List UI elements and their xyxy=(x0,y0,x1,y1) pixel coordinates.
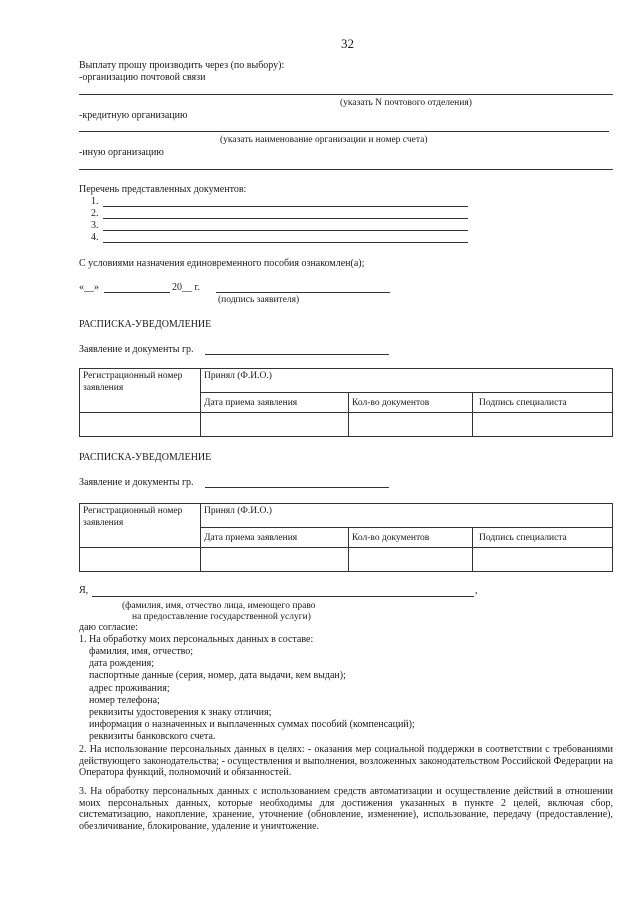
date-header: Дата приема заявления xyxy=(201,393,349,413)
doc-item-number: 4. xyxy=(91,232,99,243)
list-item: номер телефона; xyxy=(89,694,160,706)
consent-i: Я, xyxy=(79,585,89,596)
receipt-statement: Заявление и документы гр. xyxy=(79,344,194,355)
consent-data-list xyxy=(89,646,415,744)
consent-name-line[interactable] xyxy=(92,596,474,597)
count-cell[interactable] xyxy=(349,413,473,437)
option-post: -организацию почтовой связи xyxy=(79,72,206,83)
receipt-title: РАСПИСКА-УВЕДОМЛЕНИЕ xyxy=(79,452,212,463)
post-office-line[interactable] xyxy=(79,94,613,95)
acknowledge-text: С условиями назначения единовременного пособия ознакомлен(а); xyxy=(79,258,365,269)
documents-title: Перечень представленных документов: xyxy=(79,184,247,195)
credit-org-line[interactable] xyxy=(79,131,609,132)
date-year: 20__ г. xyxy=(172,282,200,293)
option-other: -иную организацию xyxy=(79,147,164,158)
list-item: дата рождения; xyxy=(89,658,154,670)
doc-item-number: 3. xyxy=(91,220,99,231)
sign-cell[interactable] xyxy=(473,548,613,572)
consent-p1-title: 1. На обработку моих персональных данных в составе: xyxy=(79,634,314,645)
page-number: 32 xyxy=(341,36,354,51)
list-item: реквизиты удостоверения к знаку отличия; xyxy=(89,707,272,719)
sign-header: Подпись специалиста xyxy=(473,528,613,548)
list-item: паспортные данные (серия, номер, дата выдачи, кем выдан); xyxy=(89,670,346,682)
date-cell[interactable] xyxy=(201,548,349,572)
count-cell[interactable] xyxy=(349,548,473,572)
doc-item-line[interactable] xyxy=(103,218,468,219)
consent-paragraph-3: 3. На обработку персональных данных с использованием средств автоматизации и осуществление действий в отношении моих персональных данных, которые необходимы для достижения указанных в пункте 2 целей, включая сбор, систематизацию, накопление, хранение, уточнение (обновление, изменение), использование, передачу (предоставление), обезличивание, блокирование, удаление и уничтожение. xyxy=(79,786,613,832)
consent-comma: , xyxy=(475,585,478,596)
accepted-by-header: Принял (Ф.И.О.) xyxy=(201,504,613,528)
receipt-table xyxy=(79,503,613,572)
count-header: Кол-во документов xyxy=(349,528,473,548)
receipt-name-line[interactable] xyxy=(205,354,389,355)
consent-name-hint-1: (фамилия, имя, отчество лица, имеющего право xyxy=(122,601,316,611)
date-month-line[interactable] xyxy=(104,292,170,293)
doc-item-number: 2. xyxy=(91,208,99,219)
receipt-name-line[interactable] xyxy=(205,487,389,488)
reg-number-cell[interactable] xyxy=(80,413,201,437)
receipt-table xyxy=(79,368,613,437)
signature-hint: (подпись заявителя) xyxy=(218,295,300,305)
doc-item-line[interactable] xyxy=(103,242,468,243)
date-header: Дата приема заявления xyxy=(201,528,349,548)
hint-post: (указать N почтового отделения) xyxy=(340,98,472,108)
signature-line[interactable] xyxy=(216,292,390,293)
consent-paragraph-2: 2. На использование персональных данных в целях: - оказания мер социальной поддержки в соответствии с требованиями действующего законодательства; - осуществления и выполнения, возложенных законодательством Российской Федерации на Оператора функций, полномочий и обязанностей. xyxy=(79,744,613,778)
hint-credit: (указать наименование организации и номер счета) xyxy=(220,135,428,145)
receipt-title: РАСПИСКА-УВЕДОМЛЕНИЕ xyxy=(79,319,212,330)
list-item: информация о назначенных и выплаченных суммах пособий (компенсаций); xyxy=(89,719,415,731)
list-item: фамилия, имя, отчество; xyxy=(89,646,194,657)
option-credit: -кредитную организацию xyxy=(79,110,188,121)
sign-cell[interactable] xyxy=(473,413,613,437)
payment-intro: Выплату прошу производить через (по выбору): xyxy=(79,60,285,71)
doc-item-line[interactable] xyxy=(103,206,468,207)
reg-number-header: Регистрационный номер заявления xyxy=(80,369,201,413)
date-cell[interactable] xyxy=(201,413,349,437)
other-org-line[interactable] xyxy=(79,169,613,170)
list-item: реквизиты банковского счета. xyxy=(89,731,216,743)
doc-item-line[interactable] xyxy=(103,230,468,231)
date-day: «__» xyxy=(79,282,99,293)
count-header: Кол-во документов xyxy=(349,393,473,413)
reg-number-header: Регистрационный номер заявления xyxy=(80,504,201,548)
accepted-by-header: Принял (Ф.И.О.) xyxy=(201,369,613,393)
receipt-statement: Заявление и документы гр. xyxy=(79,477,194,488)
reg-number-cell[interactable] xyxy=(80,548,201,572)
sign-header: Подпись специалиста xyxy=(473,393,613,413)
consent-give: даю согласие: xyxy=(79,622,138,633)
consent-name-hint-2: на предоставление государственной услуги) xyxy=(132,612,311,622)
list-item: адрес проживания; xyxy=(89,682,170,694)
doc-item-number: 1. xyxy=(91,196,99,207)
